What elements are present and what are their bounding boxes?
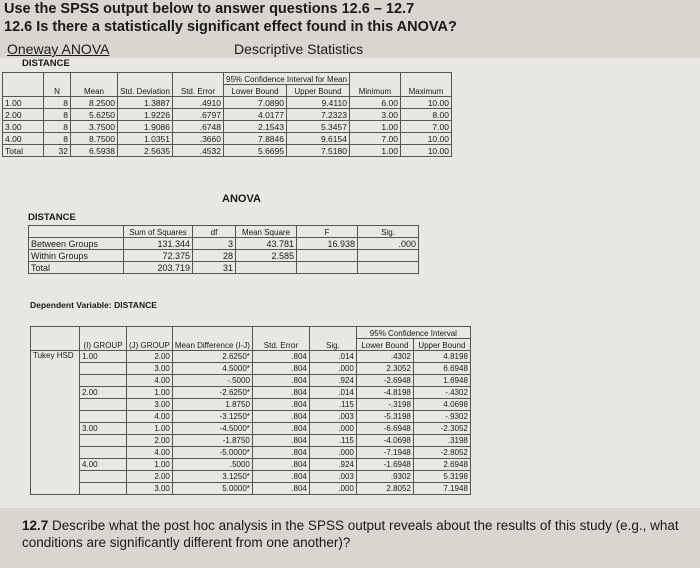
col-n: N bbox=[44, 73, 71, 97]
col-sum-of-squares: Sum of Squares bbox=[124, 226, 193, 238]
table-row: 1.00 8 8.2500 1.3887 .4910 7.0890 9.4110 6.00 10.00 bbox=[3, 97, 452, 109]
table-row: 4.00 -.5000 .804 .924 -2.6948 1.6948 bbox=[31, 375, 471, 387]
oneway-anova-header: Oneway ANOVA bbox=[7, 41, 110, 57]
table-row: 4.00 -3.1250* .804 .003 -5.3198 -.9302 bbox=[31, 411, 471, 423]
table-row: 2.00 8 5.6250 1.9226 .6797 4.0177 7.2323 3.00 8.00 bbox=[3, 109, 452, 121]
col-j-group: (J) GROUP bbox=[127, 327, 173, 351]
table-row: 4.00 1.00 .5000 .804 .924 -1.6948 2.6948 bbox=[31, 459, 471, 471]
col-mean-square: Mean Square bbox=[236, 226, 297, 238]
col-mean: Mean bbox=[71, 73, 118, 97]
col-std-error: Std. Error bbox=[173, 73, 224, 97]
col-posthoc-sig: Sig. bbox=[309, 327, 356, 351]
descriptives-variable-label: DISTANCE bbox=[22, 58, 70, 69]
descriptive-statistics-header: Descriptive Statistics bbox=[234, 41, 364, 57]
question-12-7-text: Describe what the post hoc analysis in the SPSS output reveals about the results of this study (e.g., what conditions are significantly different from one another)? bbox=[22, 518, 679, 550]
table-row: Between Groups 131.344 3 43.781 16.938 .000 bbox=[29, 238, 419, 250]
table-row: 2.00 1.00 -2.6250* .804 .014 -4.8198 -.4302 bbox=[31, 387, 471, 399]
anova-variable-label: DISTANCE bbox=[28, 212, 76, 223]
col-df: df bbox=[193, 226, 236, 238]
table-row: Total 32 6.5938 2.5635 .4532 5.6695 7.5180 1.00 10.00 bbox=[3, 145, 452, 157]
table-row: 4.00 8 8.7500 1.0351 .3660 7.8846 9.6154 7.00 10.00 bbox=[3, 133, 452, 145]
question-12-6: 12.6 Is there a statistically significant effect found in this ANOVA? bbox=[4, 19, 457, 35]
table-row: Within Groups 72.375 28 2.585 bbox=[29, 250, 419, 262]
table-row: 4.00 -5.0000* .804 .000 -7.1948 -2.8052 bbox=[31, 447, 471, 459]
col-minimum: Minimum bbox=[349, 73, 400, 97]
col-posthoc-lower: Lower Bound bbox=[356, 339, 413, 351]
table-row: 3.00 1.8750 .804 .115 -.3198 4.0698 bbox=[31, 399, 471, 411]
col-posthoc-upper: Upper Bound bbox=[413, 339, 470, 351]
col-maximum: Maximum bbox=[400, 73, 451, 97]
col-sig: Sig. bbox=[358, 226, 419, 238]
col-ci-header: 95% Confidence Interval for Mean bbox=[224, 73, 350, 85]
table-row: 2.00 3.1250* .804 .003 .9302 5.3198 bbox=[31, 471, 471, 483]
col-f: F bbox=[297, 226, 358, 238]
col-posthoc-ci: 95% Confidence Interval bbox=[356, 327, 470, 339]
descriptives-table bbox=[2, 72, 452, 157]
question-12-7 bbox=[22, 517, 692, 551]
col-upper-bound: Upper Bound bbox=[286, 85, 349, 97]
posthoc-test-name: Tukey HSD bbox=[31, 351, 80, 495]
table-row: 3.00 1.00 -4.5000* .804 .000 -6.6948 -2.3052 bbox=[31, 423, 471, 435]
anova-table bbox=[28, 225, 419, 274]
anova-title: ANOVA bbox=[222, 193, 261, 205]
col-mean-difference: Mean Difference (I-J) bbox=[172, 327, 252, 351]
table-row: 2.00 -1.8750 .804 .115 -4.0698 .3198 bbox=[31, 435, 471, 447]
table-row: 3.00 4.5000* .804 .000 2.3052 6.6948 bbox=[31, 363, 471, 375]
posthoc-dependent-label: Dependent Variable: DISTANCE bbox=[30, 300, 157, 310]
question-title: Use the SPSS output below to answer questions 12.6 – 12.7 bbox=[4, 1, 415, 17]
posthoc-table bbox=[30, 326, 471, 495]
col-lower-bound: Lower Bound bbox=[224, 85, 287, 97]
question-12-7-number: 12.7 bbox=[22, 518, 49, 533]
table-row: Tukey HSD 1.00 2.00 2.6250* .804 .014 .4302 4.8198 bbox=[31, 351, 471, 363]
col-i-group: (I) GROUP bbox=[80, 327, 127, 351]
table-row: 3.00 8 3.7500 1.9086 .6748 2.1543 5.3457 1.00 7.00 bbox=[3, 121, 452, 133]
col-std-deviation: Std. Deviation bbox=[118, 73, 173, 97]
table-row: Total 203.719 31 bbox=[29, 262, 419, 274]
col-posthoc-std-error: Std. Error bbox=[252, 327, 309, 351]
table-row: 3.00 5.0000* .804 .000 2.8052 7.1948 bbox=[31, 483, 471, 495]
